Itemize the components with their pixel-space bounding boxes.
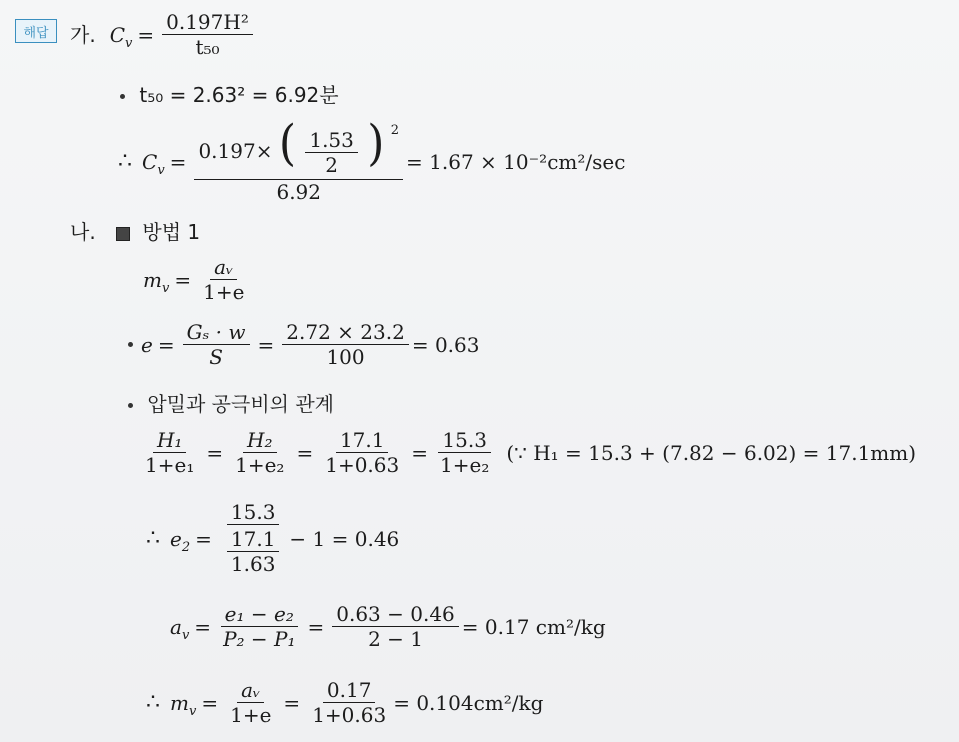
e-numerator-numeric: 2.72 × 23.2 [282,320,409,345]
equals-sign: = [206,440,224,465]
answer-badge: 해답 [15,19,57,43]
equals-sign: = [201,690,219,715]
bullet-icon [128,342,133,347]
e2-fraction [220,500,287,578]
mv2-numerator-symbolic: aᵥ [237,678,264,703]
equals-sign: = [411,440,428,465]
v1-fraction [321,428,403,477]
section-b-label: 나. [70,220,96,244]
av-result: = 0.17 cm²/kg [461,614,606,639]
mv2-fraction-numeric [308,678,390,727]
therefore-icon: ∴ [118,149,132,174]
relation-heading-line [128,394,334,414]
e-fraction-symbolic [183,320,250,369]
equals-sign: = [283,690,301,715]
equals-sign: = [296,440,314,465]
cv-symbol: $C_v$ [142,150,165,178]
cv-formula-denominator: t₅₀ [195,35,220,59]
cv-formula-numerator: 0.197H² [162,10,253,35]
cv-calc-inner-fraction [305,128,358,177]
mv-definition-line [143,255,251,304]
cv-definition-line [70,10,256,59]
e-denominator-symbolic: S [209,345,223,369]
e2-inner-numerator: 17.1 [227,527,280,552]
e-denominator-numeric: 100 [326,345,365,369]
cv-calc-fraction [194,115,403,204]
mv2-result: = 0.104cm²/kg [393,690,544,715]
cv-calc-denominator: 6.92 [276,180,321,204]
av-denominator-numeric: 2 − 1 [368,627,423,651]
e-symbol: e [141,332,153,357]
mv2-denominator-numeric: 1+0.63 [312,703,387,727]
equals-sign: = [257,332,275,357]
av-numerator-symbolic: e₁ − e₂ [221,602,298,627]
e-numerator-symbolic: Gₛ · w [183,320,250,345]
h1-numerator: H₁ [153,428,186,453]
e2-line [146,500,399,578]
therefore-icon: ∴ [146,689,160,715]
mv-fraction [199,255,248,304]
v1-denominator: 1+0.63 [325,453,400,477]
mv-numerator: aᵥ [210,255,237,280]
equals-sign: = [137,22,155,47]
av-denominator-symbolic: P₂ − P₁ [223,627,296,651]
e2-tail: − 1 = 0.46 [289,527,400,551]
cv-calc-numerator [194,115,403,180]
mv-symbol: $m_v$ [170,690,197,719]
equals-sign: = [157,332,175,357]
method-heading-line [70,222,200,242]
e2-numerator: 15.3 [227,500,280,525]
v1-numerator: 17.1 [336,428,389,453]
av-fraction-numeric [332,602,459,651]
void-ratio-line [128,320,479,369]
cv-formula-fraction [162,10,253,59]
bullet-icon [128,403,133,408]
e-result: = 0.63 [411,332,480,357]
e-fraction-numeric [282,320,409,369]
therefore-icon: ∴ [146,526,160,551]
e2-denominator [220,525,287,578]
mv2-fraction-symbolic [226,678,275,727]
consolidation-relation-line [138,428,916,477]
cv-calculation-line [118,115,626,204]
cv-calc-inner-den: 2 [325,153,338,177]
left-paren-icon: ( [278,115,296,172]
h2-denominator: 1+e₂ [235,453,285,477]
mv-symbol: $m_v$ [143,267,170,296]
av-numerator-numeric: 0.63 − 0.46 [332,602,459,627]
av-fraction-symbolic [219,602,299,651]
e2-symbol: $e_2$ [170,527,191,555]
av-line [170,602,606,651]
equals-sign: = [194,614,212,639]
bullet-icon [120,94,125,99]
av-symbol: $a_v$ [170,614,190,643]
cv-calc-inner-num: 1.53 [305,128,358,153]
h1-fraction [141,428,198,477]
v2-numerator: 15.3 [438,428,491,453]
relation-title: 압밀과 공극비의 관계 [147,392,334,416]
cv-calc-num-left: 0.197× [198,139,273,163]
h2-fraction [231,428,288,477]
equals-sign: = [195,527,212,551]
equals-sign: = [307,614,325,639]
equals-sign: = [169,150,187,174]
equals-sign: = [174,267,192,292]
mv2-denominator-symbolic: 1+e [230,703,272,727]
cv-symbol: $C_v$ [109,22,133,51]
v2-fraction [436,428,493,477]
e2-inner-fraction [227,527,280,576]
section-a-label: 가. [70,22,96,47]
v2-denominator: 1+e₂ [440,453,490,477]
h1-denominator: 1+e₁ [145,453,195,477]
method-title: 방법 1 [142,220,201,244]
mv2-numerator-numeric: 0.17 [323,678,376,703]
mv-result-line [146,678,543,727]
cv-result: = 1.67 × 10⁻²cm²/sec [406,150,626,174]
mv-denominator: 1+e [203,280,245,304]
because-note: (∵ H₁ = 15.3 + (7.82 − 6.02) = 17.1mm) [506,440,917,465]
e2-inner-denominator: 1.63 [230,552,276,576]
cv-calc-exponent: 2 [390,123,400,139]
t50-line [120,85,339,105]
square-bullet-icon [116,227,130,241]
right-paren-icon: ) [367,115,385,172]
t50-text: t₅₀ = 2.63² = 6.92분 [139,83,339,107]
h2-numerator: H₂ [243,428,276,453]
